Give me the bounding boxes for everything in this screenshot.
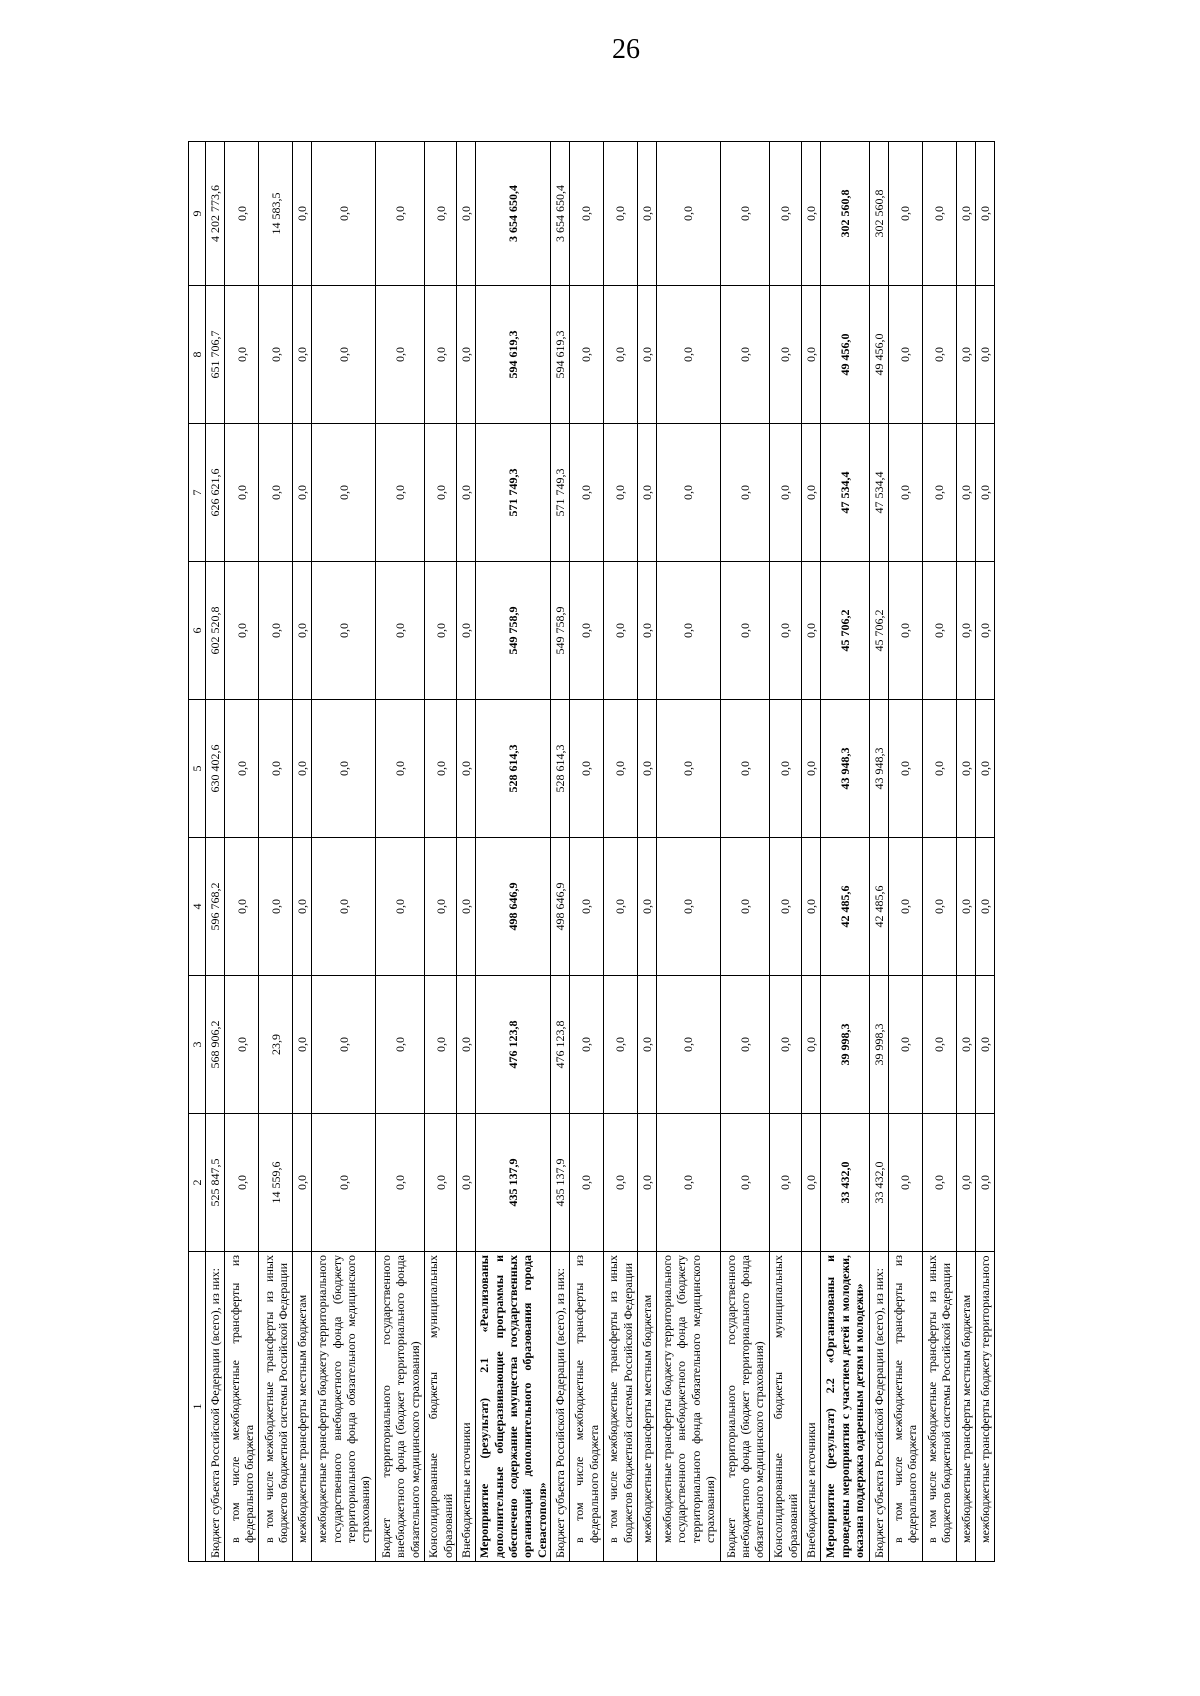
value-cell: 302 560,8 <box>869 142 888 286</box>
value-cell: 0,0 <box>638 424 657 562</box>
value-cell: 0,0 <box>956 700 975 838</box>
value-cell: 0,0 <box>770 142 802 286</box>
value-cell: 476 123,8 <box>551 976 570 1114</box>
value-cell: 0,0 <box>801 286 820 424</box>
value-cell: 0,0 <box>376 142 425 286</box>
value-cell: 0,0 <box>457 286 476 424</box>
row-label: в том числе межбюджетные трансферты из иных бюджетов бюджетной системы Российской Федерации <box>922 1252 956 1562</box>
value-cell: 0,0 <box>570 1114 604 1252</box>
value-cell: 47 534,4 <box>869 424 888 562</box>
column-header-5: 5 <box>189 700 206 838</box>
table-row <box>869 142 888 1562</box>
value-cell: 0,0 <box>312 424 376 562</box>
value-cell: 571 749,3 <box>551 424 570 562</box>
page-number: 26 <box>612 34 640 65</box>
value-cell: 0,0 <box>604 976 638 1114</box>
value-cell: 0,0 <box>975 424 994 562</box>
value-cell: 0,0 <box>293 562 312 700</box>
value-cell: 0,0 <box>721 286 770 424</box>
table-row <box>551 142 570 1562</box>
value-cell: 0,0 <box>801 976 820 1114</box>
table-row <box>721 142 770 1562</box>
value-cell: 0,0 <box>259 700 293 838</box>
value-cell: 0,0 <box>225 286 259 424</box>
value-cell: 0,0 <box>956 1114 975 1252</box>
table-row <box>312 142 376 1562</box>
value-cell: 0,0 <box>801 1114 820 1252</box>
value-cell: 0,0 <box>293 286 312 424</box>
value-cell: 0,0 <box>225 976 259 1114</box>
value-cell: 49 456,0 <box>869 286 888 424</box>
value-cell: 630 402,6 <box>206 700 225 838</box>
table-row <box>376 142 425 1562</box>
value-cell: 0,0 <box>721 1114 770 1252</box>
column-header-4: 4 <box>189 838 206 976</box>
value-cell: 0,0 <box>457 424 476 562</box>
value-cell: 0,0 <box>638 976 657 1114</box>
table-row <box>820 142 869 1562</box>
value-cell: 0,0 <box>888 424 922 562</box>
value-cell: 0,0 <box>888 838 922 976</box>
value-cell: 0,0 <box>604 424 638 562</box>
value-cell: 0,0 <box>657 700 721 838</box>
value-cell: 0,0 <box>604 1114 638 1252</box>
value-cell: 596 768,2 <box>206 838 225 976</box>
column-header-3: 3 <box>189 976 206 1114</box>
value-cell: 302 560,8 <box>820 142 869 286</box>
row-label: в том числе межбюджетные трансферты из иных бюджетов бюджетной системы Российской Федерации <box>604 1252 638 1562</box>
value-cell: 0,0 <box>801 142 820 286</box>
table-row <box>922 142 956 1562</box>
value-cell: 0,0 <box>770 700 802 838</box>
value-cell: 0,0 <box>922 562 956 700</box>
value-cell: 0,0 <box>922 976 956 1114</box>
value-cell: 0,0 <box>975 976 994 1114</box>
value-cell: 3 654 650,4 <box>476 142 551 286</box>
value-cell: 0,0 <box>376 562 425 700</box>
table-row <box>457 142 476 1562</box>
value-cell: 3 654 650,4 <box>551 142 570 286</box>
value-cell: 0,0 <box>425 976 457 1114</box>
value-cell: 47 534,4 <box>820 424 869 562</box>
value-cell: 594 619,3 <box>476 286 551 424</box>
column-header-9: 9 <box>189 142 206 286</box>
value-cell: 0,0 <box>956 976 975 1114</box>
value-cell: 0,0 <box>425 286 457 424</box>
value-cell: 0,0 <box>604 286 638 424</box>
row-label: межбюджетные трансферты бюджету территориального <box>975 1252 994 1562</box>
value-cell: 0,0 <box>425 424 457 562</box>
value-cell: 0,0 <box>425 1114 457 1252</box>
value-cell: 0,0 <box>721 700 770 838</box>
value-cell: 0,0 <box>770 286 802 424</box>
table-row <box>975 142 994 1562</box>
table-row <box>657 142 721 1562</box>
value-cell: 0,0 <box>888 286 922 424</box>
value-cell: 0,0 <box>657 286 721 424</box>
table-row <box>956 142 975 1562</box>
value-cell: 0,0 <box>975 1114 994 1252</box>
column-header-1: 1 <box>189 1252 206 1562</box>
value-cell: 0,0 <box>770 838 802 976</box>
value-cell: 0,0 <box>259 838 293 976</box>
value-cell: 0,0 <box>604 838 638 976</box>
row-label: в том числе межбюджетные трансферты из иных бюджетов бюджетной системы Российской Федерации <box>259 1252 293 1562</box>
value-cell: 0,0 <box>293 976 312 1114</box>
value-cell: 0,0 <box>638 142 657 286</box>
value-cell: 0,0 <box>312 286 376 424</box>
value-cell: 0,0 <box>721 976 770 1114</box>
value-cell: 0,0 <box>259 424 293 562</box>
row-label: Мероприятие (результат) 2.2 «Организованы и проведены мероприятия с участием детей и молодежи, оказана поддержка одаренным детям и молодежи» <box>820 1252 869 1562</box>
value-cell: 0,0 <box>975 286 994 424</box>
value-cell: 0,0 <box>770 424 802 562</box>
value-cell: 49 456,0 <box>820 286 869 424</box>
row-label: Бюджет субъекта Российской Федерации (всего), из них: <box>206 1252 225 1562</box>
row-label: Консолидированные бюджеты муниципальных образований <box>770 1252 802 1562</box>
value-cell: 0,0 <box>225 1114 259 1252</box>
value-cell: 568 906,2 <box>206 976 225 1114</box>
value-cell: 0,0 <box>801 838 820 976</box>
row-label: Внебюджетные источники <box>801 1252 820 1562</box>
row-label: межбюджетные трансферты бюджету территориального государственного внебюджетного фонда (бюджету территориального фонда обязательного медицинского страхования) <box>657 1252 721 1562</box>
row-label: межбюджетные трансферты местным бюджетам <box>638 1252 657 1562</box>
value-cell: 0,0 <box>293 1114 312 1252</box>
value-cell: 0,0 <box>425 562 457 700</box>
value-cell: 0,0 <box>376 286 425 424</box>
row-label: Бюджет субъекта Российской Федерации (всего), из них: <box>869 1252 888 1562</box>
value-cell: 0,0 <box>293 838 312 976</box>
value-cell: 42 485,6 <box>820 838 869 976</box>
value-cell: 528 614,3 <box>551 700 570 838</box>
value-cell: 0,0 <box>638 700 657 838</box>
value-cell: 0,0 <box>293 424 312 562</box>
column-header-6: 6 <box>189 562 206 700</box>
value-cell: 33 432,0 <box>869 1114 888 1252</box>
row-label: Бюджет территориального государственного внебюджетного фонда (бюджет территориального фонда обязательного медицинского страхования) <box>376 1252 425 1562</box>
value-cell: 0,0 <box>604 142 638 286</box>
value-cell: 0,0 <box>888 142 922 286</box>
value-cell: 0,0 <box>888 1114 922 1252</box>
table-row <box>293 142 312 1562</box>
table-row <box>476 142 551 1562</box>
value-cell: 4 202 773,6 <box>206 142 225 286</box>
value-cell: 0,0 <box>225 700 259 838</box>
row-label: Мероприятие (результат) 2.1 «Реализованы дополнительные общеразвивающие программы и обеспечено содержание имущества государственных организаций дополнительного образования города Севастополя» <box>476 1252 551 1562</box>
row-label: Бюджет территориального государственного внебюджетного фонда (бюджет территориального фонда обязательного медицинского страхования) <box>721 1252 770 1562</box>
value-cell: 0,0 <box>376 1114 425 1252</box>
value-cell: 0,0 <box>657 1114 721 1252</box>
value-cell: 525 847,5 <box>206 1114 225 1252</box>
value-cell: 0,0 <box>888 562 922 700</box>
value-cell: 549 758,9 <box>551 562 570 700</box>
row-label: в том числе межбюджетные трансферты из федерального бюджета <box>225 1252 259 1562</box>
value-cell: 0,0 <box>922 142 956 286</box>
value-cell: 45 706,2 <box>869 562 888 700</box>
budget-table <box>188 141 995 1562</box>
table-row <box>570 142 604 1562</box>
value-cell: 549 758,9 <box>476 562 551 700</box>
value-cell: 0,0 <box>975 700 994 838</box>
value-cell: 43 948,3 <box>869 700 888 838</box>
value-cell: 43 948,3 <box>820 700 869 838</box>
value-cell: 0,0 <box>801 700 820 838</box>
value-cell: 626 621,6 <box>206 424 225 562</box>
column-header-7: 7 <box>189 424 206 562</box>
value-cell: 0,0 <box>721 838 770 976</box>
value-cell: 0,0 <box>457 562 476 700</box>
value-cell: 0,0 <box>770 976 802 1114</box>
value-cell: 0,0 <box>312 976 376 1114</box>
value-cell: 0,0 <box>457 142 476 286</box>
table-row <box>801 142 820 1562</box>
value-cell: 571 749,3 <box>476 424 551 562</box>
table-row <box>638 142 657 1562</box>
value-cell: 0,0 <box>721 562 770 700</box>
value-cell: 0,0 <box>956 142 975 286</box>
value-cell: 0,0 <box>975 142 994 286</box>
table-row <box>425 142 457 1562</box>
value-cell: 435 137,9 <box>476 1114 551 1252</box>
value-cell: 0,0 <box>225 424 259 562</box>
value-cell: 0,0 <box>259 562 293 700</box>
value-cell: 0,0 <box>259 286 293 424</box>
value-cell: 39 998,3 <box>820 976 869 1114</box>
value-cell: 0,0 <box>376 700 425 838</box>
value-cell: 0,0 <box>570 838 604 976</box>
value-cell: 0,0 <box>293 700 312 838</box>
value-cell: 0,0 <box>312 838 376 976</box>
value-cell: 528 614,3 <box>476 700 551 838</box>
value-cell: 0,0 <box>225 562 259 700</box>
value-cell: 39 998,3 <box>869 976 888 1114</box>
value-cell: 0,0 <box>888 976 922 1114</box>
value-cell: 0,0 <box>312 1114 376 1252</box>
value-cell: 0,0 <box>770 1114 802 1252</box>
table-body <box>206 142 995 1562</box>
value-cell: 0,0 <box>570 424 604 562</box>
value-cell: 0,0 <box>657 838 721 976</box>
value-cell: 651 706,7 <box>206 286 225 424</box>
value-cell: 0,0 <box>657 976 721 1114</box>
table-header-row <box>189 142 206 1562</box>
value-cell: 0,0 <box>721 142 770 286</box>
value-cell: 0,0 <box>657 424 721 562</box>
value-cell: 0,0 <box>956 286 975 424</box>
value-cell: 0,0 <box>570 976 604 1114</box>
column-header-8: 8 <box>189 286 206 424</box>
table-row <box>604 142 638 1562</box>
value-cell: 0,0 <box>657 562 721 700</box>
table-row <box>888 142 922 1562</box>
value-cell: 14 583,5 <box>259 142 293 286</box>
value-cell: 0,0 <box>570 700 604 838</box>
value-cell: 0,0 <box>975 562 994 700</box>
value-cell: 0,0 <box>604 700 638 838</box>
rotated-table-container <box>188 142 1188 1562</box>
value-cell: 0,0 <box>570 286 604 424</box>
value-cell: 0,0 <box>956 424 975 562</box>
value-cell: 0,0 <box>638 562 657 700</box>
value-cell: 0,0 <box>975 838 994 976</box>
value-cell: 0,0 <box>638 838 657 976</box>
value-cell: 0,0 <box>225 838 259 976</box>
row-label: Консолидированные бюджеты муниципальных образований <box>425 1252 457 1562</box>
table-row <box>225 142 259 1562</box>
value-cell: 0,0 <box>657 142 721 286</box>
value-cell: 0,0 <box>770 562 802 700</box>
value-cell: 0,0 <box>312 562 376 700</box>
value-cell: 498 646,9 <box>476 838 551 976</box>
value-cell: 23,9 <box>259 976 293 1114</box>
row-label: в том числе межбюджетные трансферты из федерального бюджета <box>888 1252 922 1562</box>
value-cell: 0,0 <box>922 424 956 562</box>
value-cell: 0,0 <box>312 142 376 286</box>
row-label: межбюджетные трансферты бюджету территориального государственного внебюджетного фонда (бюджету территориального фонда обязательного медицинского страхования) <box>312 1252 376 1562</box>
value-cell: 0,0 <box>376 976 425 1114</box>
value-cell: 0,0 <box>922 286 956 424</box>
value-cell: 0,0 <box>312 700 376 838</box>
row-label: межбюджетные трансферты местным бюджетам <box>293 1252 312 1562</box>
value-cell: 0,0 <box>457 976 476 1114</box>
value-cell: 14 559,6 <box>259 1114 293 1252</box>
value-cell: 45 706,2 <box>820 562 869 700</box>
value-cell: 0,0 <box>721 424 770 562</box>
value-cell: 0,0 <box>801 562 820 700</box>
value-cell: 0,0 <box>293 142 312 286</box>
value-cell: 0,0 <box>922 700 956 838</box>
row-label: межбюджетные трансферты местным бюджетам <box>956 1252 975 1562</box>
value-cell: 0,0 <box>604 562 638 700</box>
value-cell: 0,0 <box>570 142 604 286</box>
value-cell: 0,0 <box>457 700 476 838</box>
value-cell: 0,0 <box>425 838 457 976</box>
value-cell: 476 123,8 <box>476 976 551 1114</box>
table-row <box>770 142 802 1562</box>
value-cell: 0,0 <box>376 424 425 562</box>
value-cell: 0,0 <box>570 562 604 700</box>
column-header-2: 2 <box>189 1114 206 1252</box>
value-cell: 435 137,9 <box>551 1114 570 1252</box>
row-label: в том числе межбюджетные трансферты из федерального бюджета <box>570 1252 604 1562</box>
value-cell: 0,0 <box>376 838 425 976</box>
value-cell: 42 485,6 <box>869 838 888 976</box>
value-cell: 0,0 <box>888 700 922 838</box>
row-label: Бюджет субъекта Российской Федерации (всего), из них: <box>551 1252 570 1562</box>
value-cell: 0,0 <box>225 142 259 286</box>
value-cell: 0,0 <box>638 1114 657 1252</box>
value-cell: 0,0 <box>922 1114 956 1252</box>
value-cell: 498 646,9 <box>551 838 570 976</box>
value-cell: 0,0 <box>956 838 975 976</box>
table-row <box>206 142 225 1562</box>
value-cell: 0,0 <box>638 286 657 424</box>
value-cell: 594 619,3 <box>551 286 570 424</box>
table-row <box>259 142 293 1562</box>
value-cell: 0,0 <box>425 700 457 838</box>
row-label: Внебюджетные источники <box>457 1252 476 1562</box>
value-cell: 602 520,8 <box>206 562 225 700</box>
value-cell: 0,0 <box>922 838 956 976</box>
value-cell: 0,0 <box>457 838 476 976</box>
value-cell: 0,0 <box>457 1114 476 1252</box>
value-cell: 0,0 <box>956 562 975 700</box>
value-cell: 33 432,0 <box>820 1114 869 1252</box>
value-cell: 0,0 <box>801 424 820 562</box>
value-cell: 0,0 <box>425 142 457 286</box>
